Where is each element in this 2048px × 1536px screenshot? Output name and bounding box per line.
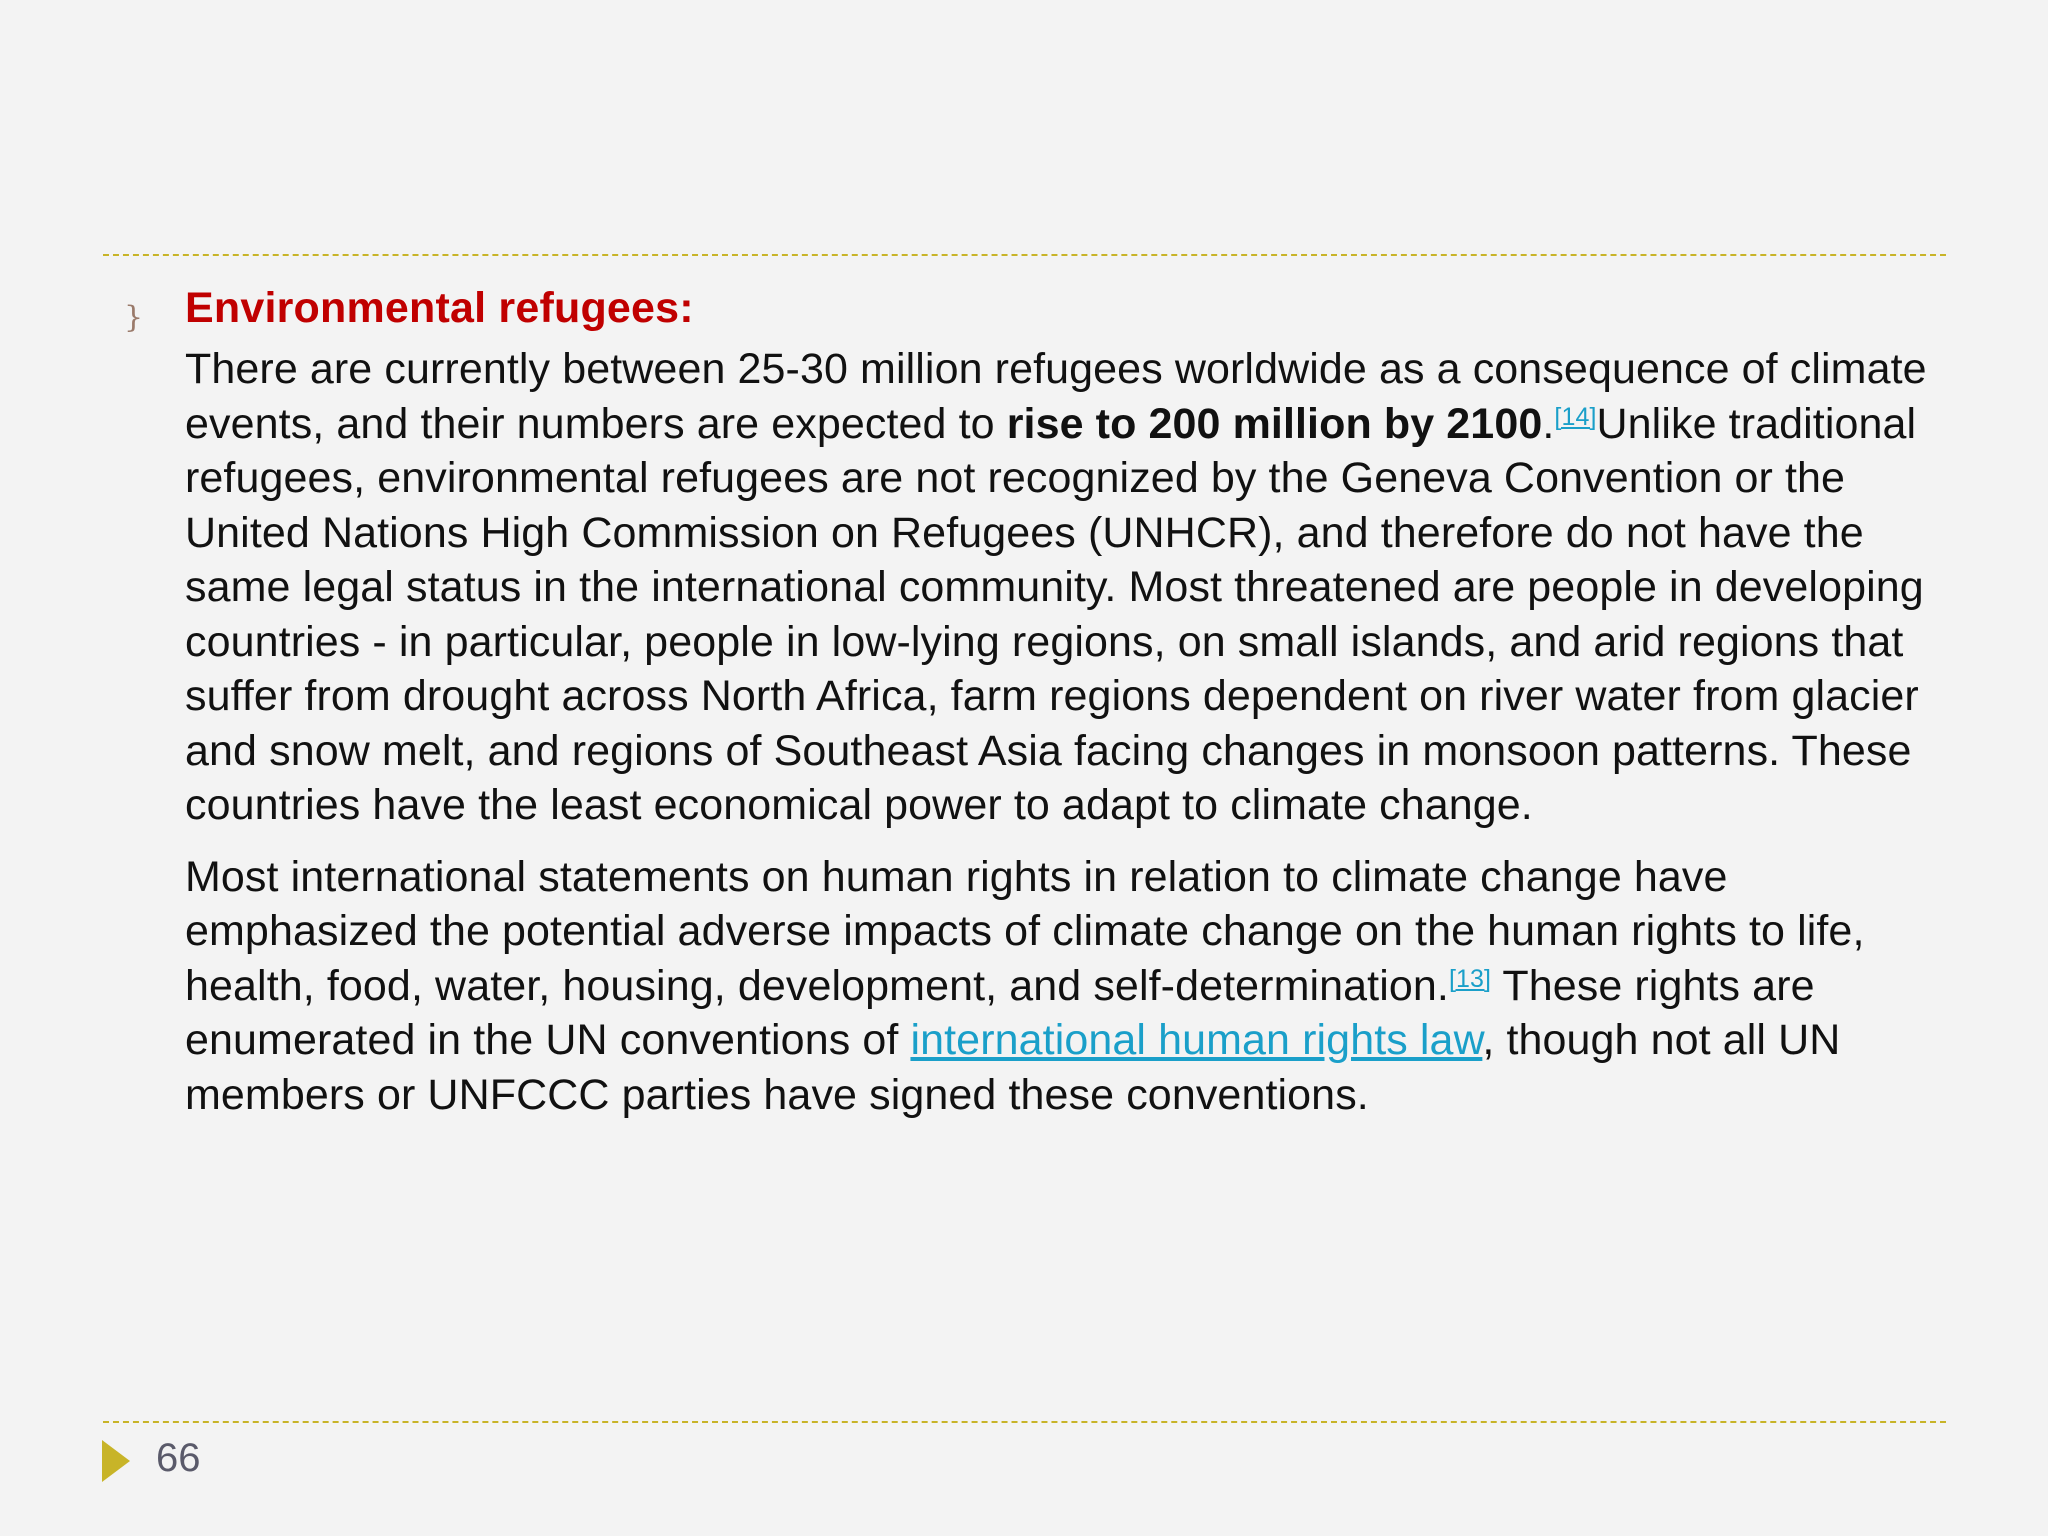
bottom-divider [103,1421,1946,1423]
slide-heading: Environmental refugees: [185,284,694,332]
paragraph-human-rights [185,850,1935,1123]
bold-emphasis: rise to 200 million by 2100 [1006,399,1543,448]
paragraph-refugees [185,342,1935,833]
triangle-marker-icon [102,1440,130,1482]
paragraph-text: These rights are enumerated in the UN conventions of [185,961,1815,1064]
paragraph-text: , though not all UN members or UNFCCC parties have signed these conventions. [185,1016,1841,1119]
paragraph-text: . [1542,399,1555,448]
paragraph-text: Most international statements on human rights in relation to climate change have emphasized the potential adverse impacts of climate change on the human rights to life, health, food, water, housing, development, and self-determination. [185,852,1865,1010]
paragraph-text: Unlike traditional refugees, environmental refugees are not recognized by the Geneva Convention or the United Nations High Commission on Refugees (UNHCR), and therefore do not have the same legal status in the international community. Most threatened are people in developing countries - in particular, people in low-lying regions, on small islands, and arid regions that suffer from drought across North Africa, farm regions dependent on river water from glacier and snow melt, and regions of Southeast Asia facing changes in monsoon patterns. These countries have the least economical power to adapt to climate change. [185,399,1924,829]
reference-link-13[interactable]: [13] [1448,964,1492,993]
reference-link-14[interactable]: [14] [1554,402,1597,431]
slide-content [185,280,1935,1122]
human-rights-law-link[interactable]: international human rights law [910,1016,1483,1064]
paragraph-text: There are currently between 25-30 million refugees worldwide as a consequence of climate events, and their numbers are expected to [185,345,1927,448]
brace-bullet-icon: } [124,300,144,335]
top-divider [103,254,1946,256]
page-number: 66 [156,1436,201,1480]
